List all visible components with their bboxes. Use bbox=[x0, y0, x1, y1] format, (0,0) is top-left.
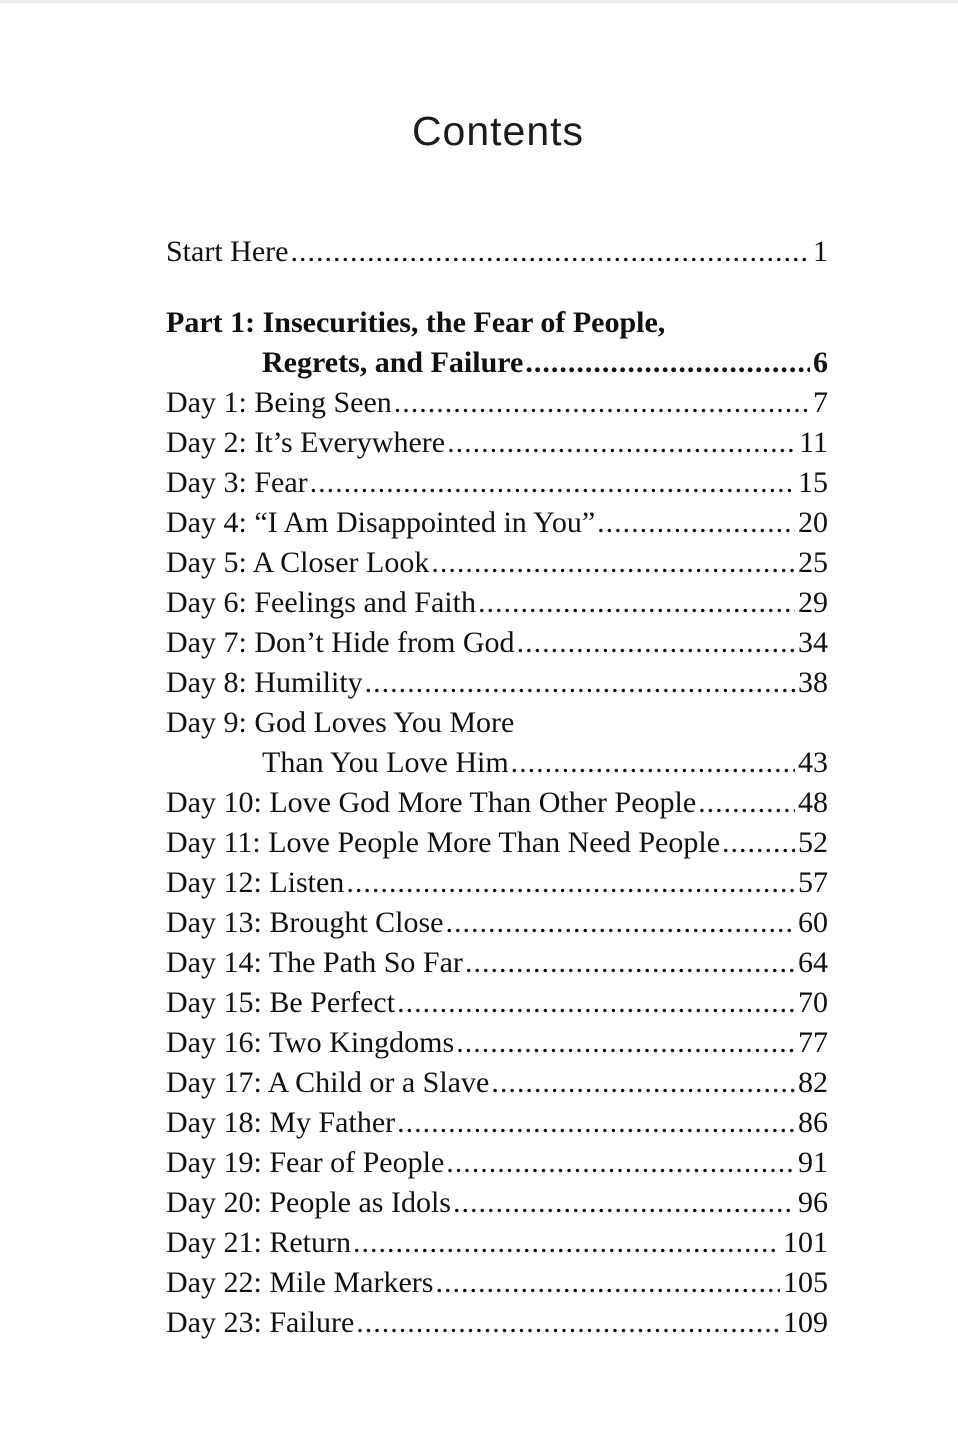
dot-leader bbox=[491, 1063, 795, 1103]
toc-entry[interactable] bbox=[166, 1143, 828, 1183]
toc-entry-label: Day 8: Humility bbox=[166, 666, 363, 699]
dot-leader bbox=[447, 423, 796, 463]
dot-leader bbox=[365, 663, 795, 703]
dot-leader bbox=[446, 903, 796, 943]
toc-entry-label: Day 18: My Father bbox=[166, 1106, 396, 1139]
dot-leader bbox=[394, 383, 810, 423]
toc-entry[interactable] bbox=[166, 1023, 828, 1063]
toc-entry-page: 96 bbox=[798, 1186, 828, 1219]
toc-entry-label: Day 14: The Path So Far bbox=[166, 946, 463, 979]
toc-entry[interactable] bbox=[166, 783, 828, 823]
toc-entry-page: 29 bbox=[798, 586, 828, 619]
toc-entry-label: Day 21: Return bbox=[166, 1226, 351, 1259]
toc-entry-page: 109 bbox=[783, 1306, 828, 1339]
toc-entry-day-9[interactable] bbox=[166, 703, 828, 743]
toc-entry[interactable] bbox=[166, 903, 828, 943]
dot-leader bbox=[456, 1023, 795, 1063]
toc-entry-label: Day 11: Love People More Than Need People bbox=[166, 826, 721, 859]
dot-leader bbox=[310, 463, 795, 503]
toc-entry-label: Day 15: Be Perfect bbox=[166, 986, 396, 1019]
toc-entry-label: Day 1: Being Seen bbox=[166, 386, 392, 419]
toc-entry-label: Start Here bbox=[166, 235, 289, 268]
toc-entry-page: 64 bbox=[798, 946, 828, 979]
toc-entry-label: Day 22: Mile Markers bbox=[166, 1266, 434, 1299]
dot-leader bbox=[397, 983, 795, 1023]
toc-part-heading-continued[interactable] bbox=[166, 343, 828, 383]
dot-leader bbox=[517, 623, 795, 663]
toc-part-label-line2: Regrets, and Failure bbox=[262, 346, 524, 379]
toc-part-label-line1: Part 1: Insecurities, the Fear of People, bbox=[166, 306, 666, 339]
toc-entry-page: 20 bbox=[798, 506, 828, 539]
section-gap bbox=[166, 272, 828, 303]
toc-entry-page: 11 bbox=[799, 426, 828, 459]
toc-entry-page: 105 bbox=[783, 1266, 828, 1299]
dot-leader bbox=[446, 1143, 795, 1183]
toc-entry[interactable] bbox=[166, 583, 828, 623]
toc-entry[interactable] bbox=[166, 423, 828, 463]
toc-entry[interactable] bbox=[166, 1183, 828, 1223]
table-of-contents bbox=[166, 232, 828, 1343]
toc-entry-label: Day 3: Fear bbox=[166, 466, 308, 499]
dot-leader bbox=[356, 1303, 780, 1343]
toc-entry-page: 86 bbox=[798, 1106, 828, 1139]
toc-entry-page: 48 bbox=[798, 786, 828, 819]
toc-entry-page: 77 bbox=[798, 1026, 828, 1059]
toc-entry-label-line2: Than You Love Him bbox=[262, 746, 509, 779]
toc-entry-label-line1: Day 9: God Loves You More bbox=[166, 706, 515, 739]
toc-entry-page: 7 bbox=[813, 386, 828, 419]
toc-entry[interactable] bbox=[166, 983, 828, 1023]
toc-entry-start-here[interactable] bbox=[166, 232, 828, 272]
toc-entry[interactable] bbox=[166, 943, 828, 983]
toc-entry[interactable] bbox=[166, 1223, 828, 1263]
toc-entry-label: Day 17: A Child or a Slave bbox=[166, 1066, 490, 1099]
dot-leader bbox=[511, 743, 795, 783]
toc-entry-label: Day 20: People as Idols bbox=[166, 1186, 451, 1219]
toc-entry-page: 60 bbox=[798, 906, 828, 939]
dot-leader bbox=[290, 232, 810, 272]
toc-entry[interactable] bbox=[166, 1303, 828, 1343]
toc-entry-page: 25 bbox=[798, 546, 828, 579]
toc-entry[interactable] bbox=[166, 1263, 828, 1303]
toc-part-heading[interactable] bbox=[166, 303, 828, 343]
dot-leader bbox=[478, 583, 795, 623]
toc-entry-page: 1 bbox=[813, 235, 828, 268]
toc-entry-page: 15 bbox=[798, 466, 828, 499]
toc-entry-label: Day 6: Feelings and Faith bbox=[166, 586, 476, 619]
toc-entry-page: 82 bbox=[798, 1066, 828, 1099]
toc-entry-label: Day 16: Two Kingdoms bbox=[166, 1026, 455, 1059]
toc-entry[interactable] bbox=[166, 463, 828, 503]
toc-entry-page: 101 bbox=[783, 1226, 828, 1259]
toc-entry[interactable] bbox=[166, 623, 828, 663]
toc-entry-label: Day 12: Listen bbox=[166, 866, 345, 899]
dot-leader bbox=[597, 503, 795, 543]
dot-leader bbox=[346, 863, 795, 903]
toc-entry-page: 57 bbox=[798, 866, 828, 899]
toc-entry[interactable] bbox=[166, 1063, 828, 1103]
dot-leader bbox=[397, 1103, 795, 1143]
dot-leader bbox=[453, 1183, 795, 1223]
page-title: Contents bbox=[411, 108, 585, 154]
toc-entry-label: Day 23: Failure bbox=[166, 1306, 355, 1339]
dot-leader bbox=[431, 543, 795, 583]
toc-entry-label: Day 4: “I Am Disappointed in You” bbox=[166, 506, 596, 539]
toc-entry[interactable] bbox=[166, 503, 828, 543]
toc-entry-label: Day 19: Fear of People bbox=[166, 1146, 445, 1179]
toc-entry-label: Day 7: Don’t Hide from God bbox=[166, 626, 515, 659]
toc-entry-page: 91 bbox=[798, 1146, 828, 1179]
dot-leader bbox=[525, 343, 810, 383]
toc-entry-page: 34 bbox=[798, 626, 828, 659]
toc-entry[interactable] bbox=[166, 663, 828, 703]
toc-entry[interactable] bbox=[166, 863, 828, 903]
toc-part-page: 6 bbox=[813, 346, 828, 379]
toc-entry[interactable] bbox=[166, 383, 828, 423]
toc-entry-page: 70 bbox=[798, 986, 828, 1019]
toc-entry-label: Day 13: Brought Close bbox=[166, 906, 444, 939]
dot-leader bbox=[353, 1223, 780, 1263]
toc-entry[interactable] bbox=[166, 1103, 828, 1143]
dot-leader bbox=[435, 1263, 780, 1303]
dot-leader bbox=[722, 823, 795, 863]
dot-leader bbox=[465, 943, 795, 983]
toc-entry-page: 52 bbox=[798, 826, 828, 859]
toc-entry[interactable] bbox=[166, 823, 828, 863]
toc-entry-label: Day 5: A Closer Look bbox=[166, 546, 430, 579]
toc-entry-label: Day 2: It’s Everywhere bbox=[166, 426, 446, 459]
page-top-edge bbox=[0, 0, 958, 3]
toc-entry-label: Day 10: Love God More Than Other People bbox=[166, 786, 697, 819]
toc-entry[interactable] bbox=[166, 543, 828, 583]
toc-entry-page: 43 bbox=[798, 746, 828, 779]
dot-leader bbox=[698, 783, 795, 823]
toc-entry-page: 38 bbox=[798, 666, 828, 699]
toc-entry-day-9-continued[interactable] bbox=[166, 743, 828, 783]
